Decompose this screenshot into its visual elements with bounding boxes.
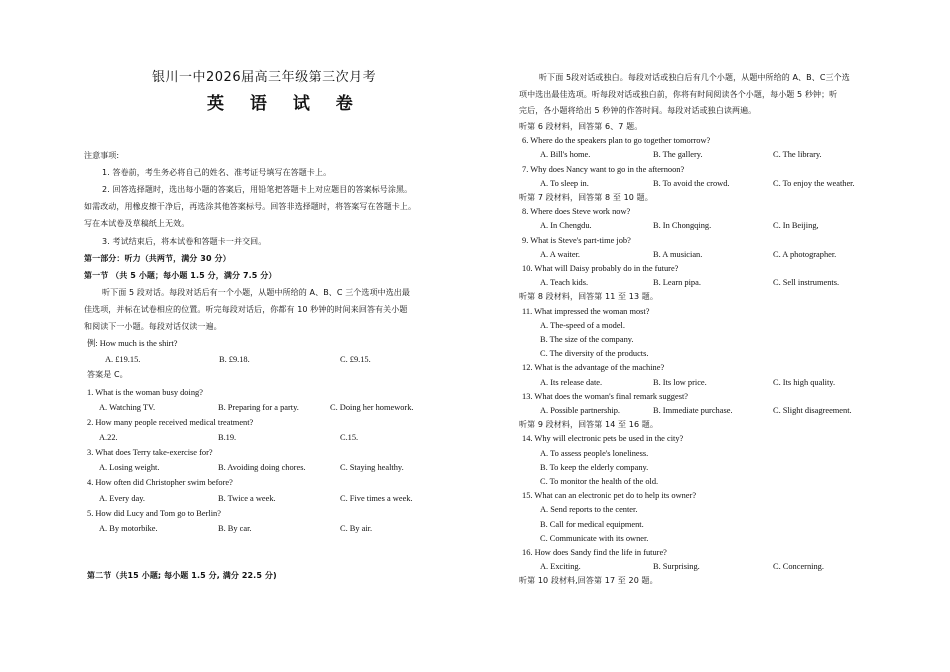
section2-instructions: 听下面 5段对话或独白。每段对话或独白后有几个小题，从题中所给的 A、B、C三个选 xyxy=(539,73,850,82)
option: C. Its high quality. xyxy=(773,377,836,387)
option: B. Avoiding doing chores. xyxy=(218,463,306,472)
option: B. By car. xyxy=(218,524,252,533)
notice-item: 3. 考试结束后，将本试卷和答题卡一并交回。 xyxy=(102,237,267,246)
notice-item: 1. 答卷前，考生务必将自己的姓名、准考证号填写在答题卡上。 xyxy=(102,168,332,177)
option: A. Possible partnership. xyxy=(540,406,621,415)
option: A. By motorbike. xyxy=(99,524,158,533)
option: A. Its release date. xyxy=(540,377,603,387)
option: A. Teach kids. xyxy=(540,278,589,288)
material-heading: 听第 7 段材料，回答第 8 至 10 题。 xyxy=(519,193,653,202)
option: B. Twice a week. xyxy=(218,494,276,503)
subject-title: 英 语 试 卷 xyxy=(207,94,363,114)
example-question: 例: How much is the shirt? xyxy=(87,339,178,348)
question: 11. What impressed the woman most? xyxy=(522,306,650,316)
notice-item: 如需改动，用橡皮擦干净后，再选涂其他答案标号。回答非选择题时，将答案写在答题卡上。 xyxy=(84,202,417,211)
option: A. To assess people's loneliness. xyxy=(540,448,649,458)
option: C. A photographer. xyxy=(773,249,837,259)
question: 1. What is the woman busy doing? xyxy=(87,388,203,397)
question: 15. What can an electronic pet do to help its owner? xyxy=(522,491,697,501)
option: B. Call for medical equipment. xyxy=(540,519,644,529)
option: B. To keep the elderly company. xyxy=(540,462,649,472)
option: B.19. xyxy=(218,433,237,442)
option: B. Preparing for a party. xyxy=(218,403,299,412)
notice-item: 写在本试卷及草稿纸上无效。 xyxy=(84,219,190,228)
option: C. In Beijing, xyxy=(773,221,819,231)
material-heading: 听第 9 段材料，回答第 14 至 16 题。 xyxy=(519,420,659,430)
option: C. To enjoy the weather. xyxy=(773,178,855,188)
option: A. To sleep in. xyxy=(540,178,589,188)
question: 5. How did Lucy and Tom go to Berlin? xyxy=(87,509,221,518)
option: B. To avoid the crowd. xyxy=(653,178,730,188)
question: 12. What is the advantage of the machine? xyxy=(522,363,665,373)
option: B. Immediate purchase. xyxy=(653,406,733,415)
option: C. Five times a week. xyxy=(340,494,413,503)
section2-instructions: 完后，各小题将给出 5 秒钟的作答时间。每段对话或独白读两遍。 xyxy=(519,106,757,115)
option: A.22. xyxy=(99,433,118,442)
option: C. Concerning. xyxy=(773,562,824,572)
option: B. The size of the company. xyxy=(540,335,634,344)
question: 10. What will Daisy probably do in the future? xyxy=(522,264,679,273)
option: C. The library. xyxy=(773,150,822,160)
example-answer: 答案是 C。 xyxy=(87,370,128,379)
question: 8. Where does Steve work now? xyxy=(522,207,631,217)
option: B. Surprising. xyxy=(653,562,700,572)
question: 2. How many people received medical treatment? xyxy=(87,418,254,427)
question: 7. Why does Nancy want to go in the afternoon? xyxy=(522,164,685,174)
option: B. Learn pipa. xyxy=(653,278,701,288)
option: B. A musician. xyxy=(653,249,703,259)
question: 14. Why will electronic pets be used in the city? xyxy=(522,434,684,444)
exam-title: 银川一中2026届高三年级第三次月考 xyxy=(152,70,377,85)
question: 3. What does Terry take-exercise for? xyxy=(87,448,213,457)
option: A. Every day. xyxy=(99,494,145,503)
example-option: C. £9.15. xyxy=(340,355,371,364)
part1-heading: 第一部分：听力（共两节，满分 30 分） xyxy=(84,254,231,263)
section2-heading: 第二节（共15 小题; 每小题 1.5 分, 满分 22.5 分) xyxy=(87,571,277,580)
question: 6. Where do the speakers plan to go together tomorrow? xyxy=(522,136,711,146)
option: C. Sell instruments. xyxy=(773,278,840,288)
section1-instructions: 听下面 5 段对话。每段对话后有一个小题，从题中所给的 A、B、C 三个选项中选出最 xyxy=(102,288,411,297)
section1-instructions: 和阅读下一小题。每段对话仅读一遍。 xyxy=(84,322,222,331)
material-heading: 听第 10 段材料,回答第 17 至 20 题。 xyxy=(519,576,658,586)
section2-instructions: 项中选出最佳选项。听每段对话或独白前，你将有时间阅读各个小题，每小题 5 秒钟；听 xyxy=(519,90,838,99)
material-heading: 听第 8 段材料，回答第 11 至 13 题。 xyxy=(519,292,659,302)
option: A. Exciting. xyxy=(540,562,581,572)
option: C. By air. xyxy=(340,524,373,533)
option: C. The diversity of the products. xyxy=(540,349,649,359)
section1-heading: 第一节 （共 5 小题；每小题 1.5 分，满分 7.5 分） xyxy=(84,271,277,280)
option: B. Its low price. xyxy=(653,377,707,387)
question: 16. How does Sandy find the life in future? xyxy=(522,548,667,557)
example-option: B. £9.18. xyxy=(219,355,250,364)
option: C. Communicate with its owner. xyxy=(540,533,649,543)
option: A. The-speed of a model. xyxy=(540,320,625,330)
option: B. In Chongqing. xyxy=(653,221,712,231)
option: A. Losing weight. xyxy=(99,463,160,472)
question: 4. How often did Christopher swim before? xyxy=(87,478,233,487)
option: C. Slight disagreement. xyxy=(773,406,852,415)
option: C.15. xyxy=(340,433,359,442)
notice-item: 2. 回答选择题时，选出每小题的答案后，用铅笔把答题卡上对应题目的答案标号涂黑。 xyxy=(102,185,413,194)
notice-heading: 注意事项: xyxy=(84,151,120,160)
section1-instructions: 佳选项，并标在试卷相应的位置。听完每段对话后，你都有 10 秒钟的时间来回答有关小题 xyxy=(84,305,408,314)
material-heading: 听第 6 段材料，回答第 6、7 题。 xyxy=(519,122,643,131)
option: A. Watching TV. xyxy=(99,403,156,412)
question: 9. What is Steve's part-time job? xyxy=(522,235,631,245)
option: A. Send reports to the center. xyxy=(540,505,638,515)
option: C. Staying healthy. xyxy=(340,463,404,472)
example-option: A. £19.15. xyxy=(105,355,141,364)
option: A. In Chengdu. xyxy=(540,221,592,231)
option: A. A waiter. xyxy=(540,249,581,259)
option: C. To monitor the health of the old. xyxy=(540,477,659,486)
option: A. Bill's home. xyxy=(540,150,591,160)
option: C. Doing her homework. xyxy=(330,403,414,412)
question: 13. What does the woman's final remark suggest? xyxy=(522,391,689,401)
option: B. The gallery. xyxy=(653,150,703,160)
